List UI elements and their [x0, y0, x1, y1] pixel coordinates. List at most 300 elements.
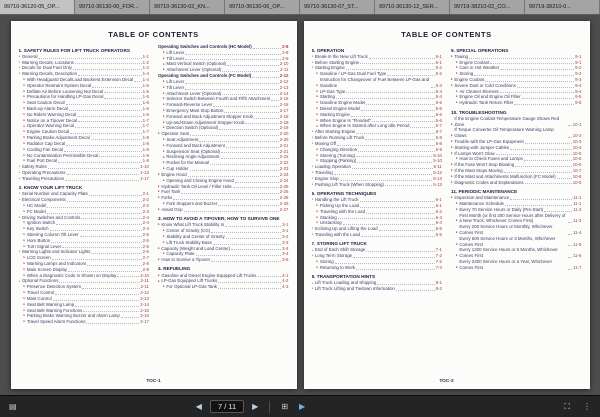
file-tab[interactable] — [525, 0, 600, 14]
dot-leader — [568, 222, 572, 223]
toc-page-number: 5-1 — [435, 59, 442, 65]
dot-leader — [356, 156, 432, 157]
toc-page-number: 2-6 — [142, 249, 149, 255]
page-indicator[interactable]: 7 / 11 — [210, 400, 244, 414]
toc-entry-text: Horn Button — [26, 237, 51, 243]
toc-entry-text: Diagnostic Codes and Explanations — [454, 179, 524, 185]
dot-leader — [568, 245, 572, 246]
bullet-arrow-icon: ▸ — [18, 164, 21, 169]
toc-entry-text: Reclining Angle Adjustment — [166, 154, 220, 160]
tab-label: 99719-38210-02_CO... — [454, 4, 511, 10]
toc-entry-text: First Month (or first 200 Service Hours after Delivery of a New Truck, Whichever Comes First) — [459, 212, 566, 224]
toc-entry-text: Turn Signal Lever — [26, 243, 62, 249]
toc-entry-text: Stability and Center of Gravity — [166, 233, 225, 239]
toc-entry — [158, 284, 289, 290]
previous-page-button[interactable]: ◀ — [193, 403, 205, 411]
toc-page-number: 2-18 — [279, 113, 289, 119]
dot-leader — [66, 104, 142, 105]
file-tab[interactable] — [375, 0, 450, 14]
toc-entry-text: Opening and Closing Engine Hood — [166, 177, 234, 183]
toc-page-number: 5-10 — [433, 152, 442, 158]
bullet-arrow-icon: ▸ — [158, 272, 160, 277]
bullet-arrow-icon: ▸ — [163, 90, 165, 95]
toc-entry — [451, 224, 582, 236]
bullet-arrow-icon: ▸ — [163, 239, 165, 244]
toc-page-number: 2-8 — [282, 44, 289, 49]
thumbnails-icon[interactable]: ⊞ — [278, 403, 291, 411]
toc-page-number: 2-25 — [279, 189, 289, 195]
dot-leader — [226, 238, 282, 239]
toc-page-number: 6-2 — [435, 208, 442, 214]
toc-page-number: 11-5 — [573, 241, 582, 247]
dot-leader — [51, 242, 141, 243]
dot-leader — [219, 129, 278, 130]
bullet-arrow-icon: ▸ — [23, 106, 26, 111]
next-page-button[interactable]: ▶ — [249, 403, 261, 411]
dot-leader — [67, 174, 140, 175]
bullet-arrow-icon: ▸ — [163, 96, 165, 101]
sidebar-toggle-icon[interactable]: ▤ — [6, 403, 20, 411]
document-viewer[interactable] — [0, 15, 600, 395]
toc-page-number: 9-1 — [575, 59, 582, 65]
toc-entry — [312, 77, 443, 89]
toc-page-number: 2-14 — [140, 301, 149, 307]
toc-entry-text: Tilt Lever — [166, 55, 185, 61]
toc-entry-text: Notice on a Tipover Decal — [26, 117, 78, 123]
toc-entry-text: Gasoline and Diesel Engine Equipped Lift Trucks — [161, 272, 257, 278]
toc-page-number: 11-7 — [573, 264, 582, 270]
file-tab[interactable] — [75, 0, 150, 14]
file-tab[interactable] — [450, 0, 525, 14]
toc-entry-text: Seat Adjustment — [166, 137, 199, 142]
toc-entry-text: Forward-Reverse Lever — [166, 102, 213, 108]
dot-leader — [185, 54, 281, 55]
toolbar-divider — [269, 401, 270, 413]
bullet-arrow-icon: ▸ — [163, 125, 165, 130]
toc-page-number: 2-3 — [142, 208, 149, 214]
dot-leader — [65, 180, 139, 181]
toc-entry-text: Maintenance Schedule — [459, 200, 504, 206]
bullet-arrow-icon: ▸ — [311, 181, 314, 186]
toc-page-number: 1-9 — [142, 158, 149, 164]
dot-leader — [372, 121, 435, 122]
bullet-arrow-icon: ▸ — [163, 78, 165, 83]
toc-entry-text: Diesel Engine Model — [319, 106, 361, 112]
bullet-arrow-icon: ▸ — [18, 65, 21, 70]
toc-page-number: 3-4 — [282, 245, 289, 251]
toc-entry-text: Engine Hood — [161, 171, 187, 177]
toc-entry-text: Capacity Plate — [166, 251, 195, 257]
dot-leader — [361, 236, 435, 237]
dot-leader — [104, 92, 141, 93]
toc-page-number: 1-13 — [140, 169, 149, 175]
bullet-arrow-icon: ▸ — [456, 218, 458, 223]
toc-page-number: 10-2 — [572, 133, 582, 139]
bullet-arrow-icon: ▸ — [456, 71, 458, 76]
bullet-arrow-icon: ▸ — [456, 241, 458, 246]
toc-page-number: 9-2 — [575, 71, 582, 77]
toc-entry-text: Travel Control — [26, 290, 55, 296]
toc-entry-text: If the Mast Stops Moving — [454, 168, 503, 174]
toc-entry-text: Optional Functions — [21, 278, 59, 284]
toc-page-number: 1-4 — [142, 71, 149, 77]
toc-columns — [19, 44, 289, 377]
toc-page-number: 2-4 — [142, 226, 149, 232]
bullet-arrow-icon: ▸ — [23, 135, 26, 140]
dot-leader — [218, 288, 281, 289]
toc-page-number: 10-5 — [572, 156, 582, 162]
dot-leader — [87, 265, 141, 266]
dot-leader — [75, 63, 142, 64]
toc-entry — [312, 232, 443, 238]
toc-entry-text: Hydraulic Tank Return Filter — [459, 100, 514, 106]
dot-leader — [213, 244, 281, 245]
tab-label: 99710-36120-05_OP... — [4, 4, 60, 10]
toc-entry-text: Every 200 Service Hours or Monthly, Whichever Comes First — [459, 224, 553, 236]
bullet-arrow-icon: ▸ — [456, 253, 458, 258]
dot-leader — [47, 213, 142, 214]
bullet-arrow-icon: ▸ — [158, 195, 160, 200]
toc-page-number: 5-2 — [435, 65, 442, 71]
bullet-arrow-icon: ▸ — [23, 295, 26, 300]
bullet-arrow-icon: ▸ — [451, 195, 453, 200]
toc-page-number: 10-7 — [572, 168, 582, 174]
toc-entry-text: Know What Lift Truck Stability Is — [161, 222, 225, 228]
toc-entry-text: Steering Column Tilt Lever — [26, 231, 79, 237]
bullet-arrow-icon: ▸ — [18, 191, 21, 196]
dot-leader — [351, 116, 435, 117]
toc-entry-text: Direction Switch (Optional) — [166, 125, 219, 131]
toc-page-number: 2-12 — [279, 73, 289, 79]
bullet-arrow-icon: ▸ — [451, 121, 453, 126]
toc-entry-text: Operator Restraint System Decal — [26, 82, 92, 88]
toc-section-heading: 3. HOW TO AVOID A TIPOVER; HOW TO SURVIVE ONE — [158, 216, 280, 222]
dot-leader — [474, 75, 574, 76]
toc-entry-text: If Lamps Won't Glow — [454, 150, 495, 156]
dot-leader — [337, 145, 435, 146]
toc-entry-text: Attachment Lever (Optional) — [166, 90, 222, 96]
toc-entry — [451, 236, 582, 248]
bullet-arrow-icon: ▸ — [316, 100, 319, 105]
bullet-arrow-icon: ▸ — [311, 175, 314, 180]
toc-page-number: 2-27 — [279, 206, 289, 212]
toc-page-number: 2-18 — [279, 119, 289, 125]
file-tab[interactable] — [300, 0, 375, 14]
bullet-arrow-icon: ▸ — [23, 266, 26, 271]
bullet-arrow-icon: ▸ — [158, 278, 160, 283]
toc-entry-text: How to Check Fuses and Lamps — [459, 156, 523, 162]
dot-leader — [522, 98, 575, 99]
toc-entry-text: Fork Stoppers and Buzzer — [166, 200, 218, 206]
dot-leader — [469, 58, 574, 59]
toc-entry-text: For Optional LP-Gas Tank — [166, 284, 217, 290]
dot-leader — [221, 152, 279, 153]
toc-entry-text: Operating Switches and Controls (HC Model) — [158, 44, 252, 49]
bullet-arrow-icon: ▸ — [456, 230, 458, 235]
toc-page-number: 2-20 — [279, 137, 289, 142]
bullet-arrow-icon: ▸ — [23, 77, 26, 82]
dot-leader — [59, 282, 139, 283]
toc-entry-text: No Contamination Permissible Decal — [26, 152, 99, 158]
toc-entry-text: When a Diagnostic Code Is Shown on Display — [26, 272, 117, 278]
toc-page-number: 2-13 — [140, 295, 149, 301]
toc-section-heading: 5. OPERATION — [311, 47, 345, 53]
toc-page-number: 5-2 — [435, 71, 442, 77]
bullet-arrow-icon: ▸ — [311, 286, 314, 291]
dot-leader — [431, 87, 435, 88]
toc-page-number: 5-13 — [433, 175, 442, 181]
toc-page-number: 6-5 — [435, 226, 442, 232]
toc-entry — [312, 286, 443, 292]
toc-entry-text: Gasoline Engine Model — [319, 100, 366, 106]
dot-leader — [50, 230, 142, 231]
presentation-mode-icon[interactable]: ▶ — [296, 403, 308, 411]
dot-leader — [505, 205, 572, 206]
bullet-arrow-icon: ▸ — [456, 156, 458, 161]
toc-entry-text: Trouble with the LP-Gas Equipment — [454, 138, 524, 144]
dot-leader — [78, 121, 142, 122]
tab-label: 99710-36130-12_SER... — [379, 4, 439, 10]
page-number-footer: TOC-1 — [146, 379, 161, 384]
bullet-arrow-icon: ▸ — [456, 201, 458, 206]
toc-entry-text: End of Each Shift Storage — [314, 247, 366, 253]
bullet-arrow-icon: ▸ — [451, 82, 453, 87]
bullet-arrow-icon: ▸ — [23, 220, 26, 225]
dot-leader — [81, 218, 141, 219]
dot-leader — [338, 218, 435, 219]
toc-entry-text: General — [21, 53, 38, 59]
toc-entry-text: When Engine Is "Flooded" — [319, 117, 372, 123]
toc-entry-text: Before Running Lift Truck — [314, 135, 365, 141]
toc-page-number: 2-4 — [142, 214, 149, 220]
bullet-arrow-icon: ▸ — [23, 94, 26, 99]
toc-page-number: 2-9 — [282, 55, 289, 61]
dot-leader — [52, 259, 142, 260]
toc-page-number: 2-20 — [279, 131, 289, 137]
bullet-arrow-icon: ▸ — [316, 158, 319, 163]
dot-leader — [117, 276, 139, 277]
toc-entry-text: Lift Truck Stability Base — [166, 239, 212, 245]
toc-page-number: 5-12 — [433, 169, 442, 175]
toc-entry — [451, 127, 582, 139]
bullet-arrow-icon: ▸ — [163, 148, 165, 153]
toc-entry-text: Electrical Components — [21, 197, 66, 203]
bullet-arrow-icon: ▸ — [23, 319, 26, 324]
toc-entry-text: Steering (Turning) — [319, 152, 356, 158]
toc-entry-text: How to Survive a Tipover — [161, 257, 211, 263]
dot-leader — [121, 317, 139, 318]
toc-entry-text: Engine Caution Decal — [26, 129, 70, 135]
dot-leader — [91, 139, 142, 140]
toc-entry-text: Every 600 Service Hours or 3 Months, Whichever Comes First — [459, 235, 556, 247]
dot-leader — [224, 112, 278, 113]
bullet-arrow-icon: ▸ — [451, 162, 453, 167]
bullet-arrow-icon: ▸ — [316, 264, 319, 269]
dot-leader — [68, 271, 142, 272]
dot-leader — [211, 261, 281, 262]
bullet-arrow-icon: ▸ — [163, 84, 165, 89]
bullet-arrow-icon: ▸ — [23, 301, 26, 306]
toc-entry-text: LCD Screen — [26, 255, 51, 261]
toc-entry-text: Traveling — [314, 169, 333, 175]
toc-entry-text: When Engine Is Started after Long Idle Period — [319, 123, 410, 129]
dot-leader — [185, 59, 281, 60]
bullet-arrow-icon: ▸ — [158, 206, 160, 211]
dot-leader — [510, 199, 572, 200]
dot-leader — [365, 139, 434, 140]
toc-entry-text: Cup Holder — [166, 166, 189, 172]
dot-leader — [225, 226, 281, 227]
toc-entry — [312, 265, 443, 271]
dot-leader — [410, 127, 434, 128]
dot-leader — [218, 205, 278, 206]
bullet-arrow-icon: ▸ — [163, 108, 165, 112]
bullet-arrow-icon: ▸ — [316, 88, 319, 93]
toc-page-number: 11-1 — [573, 200, 582, 206]
toc-page-number: 6-3 — [435, 214, 442, 220]
toc-page-number: 9-3 — [575, 76, 582, 82]
bullet-arrow-icon: ▸ — [163, 67, 165, 72]
toc-entry-text: Engine Coolant — [454, 76, 485, 82]
dot-leader — [53, 300, 140, 301]
dot-leader — [69, 110, 142, 111]
dot-leader — [504, 172, 572, 173]
toc-entry-text: Cooling Fan Decal — [26, 146, 63, 152]
toc-entry-text: Every 70 Service Hours or Daily (Pre-Start) — [459, 206, 544, 212]
bullet-arrow-icon: ▸ — [316, 71, 319, 76]
toc-page-number: 5-1 — [435, 53, 442, 59]
dot-leader — [75, 306, 139, 307]
bullet-arrow-icon: ▸ — [316, 220, 319, 225]
dot-leader — [515, 166, 572, 167]
bullet-arrow-icon: ▸ — [18, 175, 21, 180]
bullet-arrow-icon: ▸ — [158, 189, 160, 194]
toc-entry — [451, 100, 582, 106]
toc-page-number: 2-12 — [140, 290, 149, 296]
toc-page-number: 3-1 — [282, 228, 289, 234]
toc-section-heading: 2. KNOW YOUR LIFT TRUCK — [18, 185, 83, 191]
tab-label: 99710-36130-02_KN... — [154, 4, 210, 10]
toc-entry-text: Ignition Switch — [26, 220, 56, 226]
toc-page-number: 7-2 — [435, 259, 442, 265]
toc-page-number: 1-3 — [142, 65, 149, 71]
bullet-arrow-icon: ▸ — [23, 243, 26, 248]
dot-leader — [356, 133, 434, 134]
toc-page-number: 7-2 — [435, 253, 442, 259]
dot-leader — [385, 185, 432, 186]
dot-leader — [336, 98, 435, 99]
toc-page-number: 1-8 — [142, 135, 149, 141]
dot-leader — [86, 323, 139, 324]
dot-leader — [56, 224, 142, 225]
toc-entry-text: Forward and Back Adjustment — [166, 142, 225, 148]
toc-page-number: 7-1 — [435, 247, 442, 253]
toc-page-number: 9-5 — [575, 100, 582, 106]
toc-page-number: 2-2 — [142, 202, 149, 208]
dot-leader — [396, 290, 435, 291]
bullet-arrow-icon: ▸ — [311, 135, 314, 140]
bullet-arrow-icon: ▸ — [23, 82, 26, 87]
toc-page-number: 10-5 — [572, 150, 582, 156]
bullet-arrow-icon: ▸ — [18, 71, 21, 76]
toc-page-number: 5-11 — [433, 164, 442, 170]
dot-leader — [104, 98, 141, 99]
dot-leader — [80, 236, 142, 237]
fullscreen-icon[interactable]: ⛶ — [561, 403, 573, 411]
toc-page-number: 10-6 — [572, 162, 582, 168]
toc-entry-text: Warning Lights and Indicator Lights — [21, 249, 91, 255]
bullet-arrow-icon: ▸ — [316, 82, 319, 87]
bullet-arrow-icon: ▸ — [163, 49, 165, 54]
tab-label: 99719-38210-0... — [529, 4, 571, 10]
bullet-arrow-icon: ▸ — [456, 206, 458, 211]
toc-entry-text: Fuel Port Decal — [26, 158, 58, 164]
dot-leader — [500, 92, 575, 93]
bullet-arrow-icon: ▸ — [456, 100, 458, 105]
bullet-arrow-icon: ▸ — [23, 129, 26, 134]
toc-entry-text: Emergency Mast Stop Button — [166, 107, 224, 113]
file-tab[interactable] — [225, 0, 300, 14]
bullet-arrow-icon: ▸ — [163, 228, 165, 233]
menu-icon[interactable]: ⋮ — [580, 403, 594, 411]
bullet-arrow-icon: ▸ — [456, 94, 458, 99]
bullet-arrow-icon: ▸ — [23, 117, 26, 122]
page-title: TABLE OF CONTENTS — [401, 30, 492, 39]
toc-entry-text: Traveling with the Load — [319, 208, 366, 214]
bullet-arrow-icon: ▸ — [456, 88, 458, 93]
dot-leader — [58, 162, 142, 163]
dot-leader — [252, 77, 279, 78]
toc-entry-text: Engine Coolant — [459, 59, 490, 65]
toc-entry-text: Severe Dust or Cold Conditions — [454, 82, 516, 88]
file-tab[interactable] — [150, 0, 225, 14]
toc-entry-text: Break-In the New Lift Truck — [314, 53, 368, 59]
toc-page-number: 10-1 — [572, 121, 582, 127]
toc-page-number: 6-1 — [435, 197, 442, 203]
dot-leader — [258, 276, 282, 277]
toc-entry — [19, 176, 150, 182]
toc-page-number: 2-21 — [279, 142, 289, 148]
dot-leader — [231, 249, 281, 250]
bullet-arrow-icon: ▸ — [316, 146, 319, 151]
bullet-arrow-icon: ▸ — [18, 197, 21, 202]
bullet-arrow-icon: ▸ — [316, 214, 319, 219]
toc-page-number: 2-11 — [140, 284, 149, 290]
toc-entry-text: Picking Up the Load — [319, 202, 360, 208]
toc-page-number: 6-4 — [435, 220, 442, 226]
toc-entry-text: Decals for Dual Fuel Only — [21, 65, 72, 71]
bullet-arrow-icon: ▸ — [451, 53, 453, 58]
toc-entry-text: Storing — [319, 259, 334, 265]
toc-page-number: 2-15 — [279, 96, 289, 102]
toc-entry-text: HC Model — [26, 202, 47, 208]
toc-entry-text: Traveling with the Load — [314, 231, 361, 237]
toc-entry-text: Stopping (Parking) — [319, 158, 357, 164]
bullet-arrow-icon: ▸ — [456, 264, 458, 269]
toc-entry-text: Forks — [161, 195, 173, 201]
dot-leader — [82, 288, 140, 289]
dot-leader — [387, 75, 434, 76]
toc-page-number: 1-7 — [142, 123, 149, 129]
file-tab[interactable] — [0, 0, 75, 14]
toc-page-number: 2-1 — [142, 191, 149, 197]
toc-page-number: 4-3 — [282, 284, 289, 290]
dot-leader — [346, 92, 434, 93]
toc-page-number: 1-1 — [142, 53, 149, 59]
dot-leader — [222, 94, 278, 95]
toc-page-number: 1-7 — [142, 117, 149, 123]
bullet-arrow-icon: ▸ — [311, 280, 314, 285]
